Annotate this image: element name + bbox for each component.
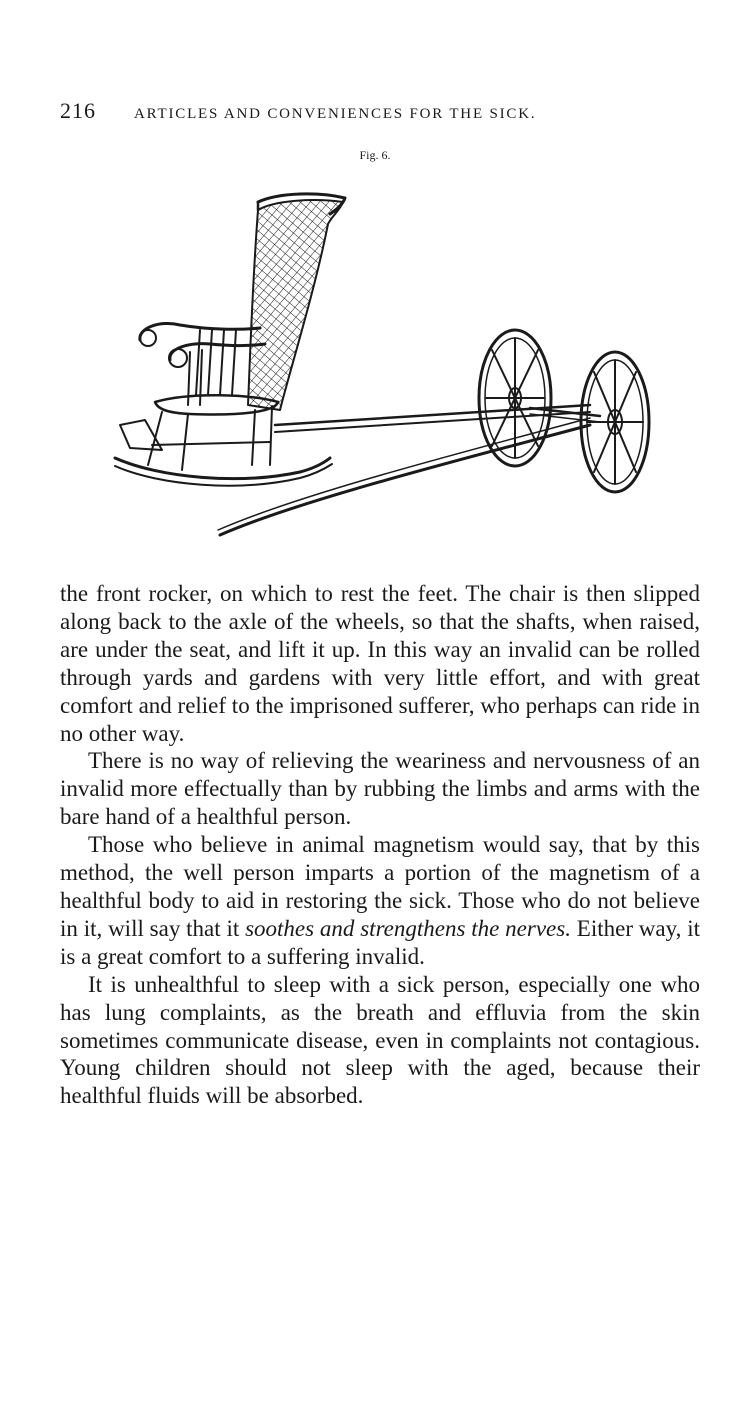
paragraph-3-text: Those who believe in animal magnetism would say, that by this method, the well person imparts a portion of the magnetism of a healthful body to aid in restoring the sick. Those who do not believe in it, will say that it [60,832,700,941]
running-title: ARTICLES AND CONVENIENCES FOR THE SICK. [134,106,537,122]
body-text [60,580,700,1110]
paragraph-1: the front rocker, on which to rest the feet. The chair is then slipped along back to the axle of the wheels, so that the shafts, when raised, are under the seat, and lift it up. In this way an invalid can be rolled through yards and gardens with very little effort, and with great comfort and relief to the imprisoned sufferer, who perhaps can ride in no other way. [60,581,700,746]
page-header [60,98,700,124]
chair-back [248,200,343,410]
figure-label: Fig. 6. [359,148,391,162]
paragraph-3-end: Either way, it is a great comfort to a suffering invalid. [60,915,700,969]
rocking-chair-wheels-illustration [100,180,680,550]
paragraph-3 [60,831,700,971]
paragraph-4: It is unhealthful to sleep with a sick person, especially one who has lung complaints, as the breath and effluvia from the skin sometimes communicate disease, even in complaints not contagious. Young children should not sleep with the aged, because their healthful fluids will be absorbed. [60,971,700,1109]
paragraph-2: There is no way of relieving the weariness and nervousness of an invalid more effectually than by rubbing the limbs and arms with the bare hand of a healthful person. [60,748,700,830]
page-number: 216 [60,98,96,123]
paragraph-3-italic: soothes and strengthens the nerves. [245,915,571,941]
